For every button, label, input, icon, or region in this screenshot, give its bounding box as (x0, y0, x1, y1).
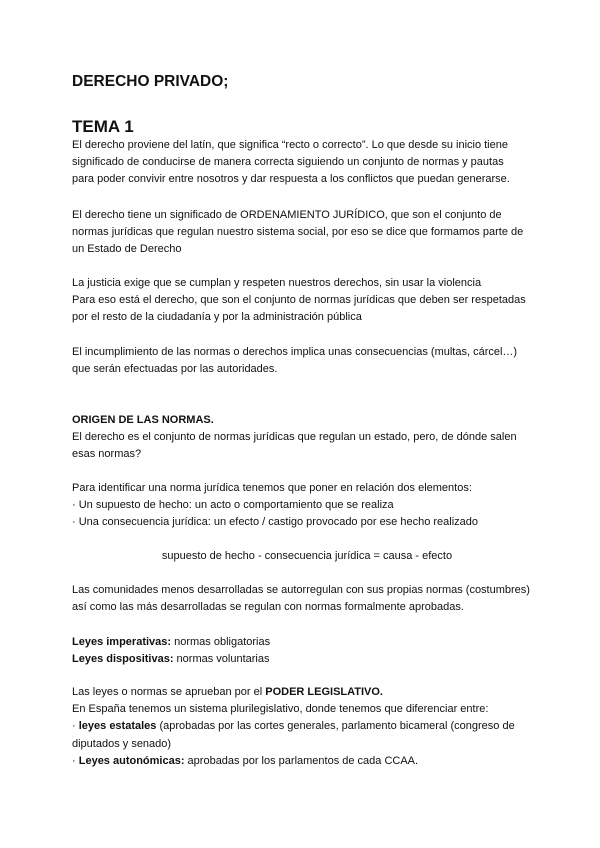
term-label: leyes estatales (78, 720, 157, 733)
topic-title: TEMA 1 (72, 117, 134, 136)
paragraph-line (72, 684, 542, 701)
bullet: · (72, 720, 79, 733)
bold-term: PODER LEGISLATIVO. (265, 686, 383, 698)
list-item: · Una consecuencia jurídica: un efecto / castigo provocado por ese hecho realizado (72, 516, 479, 529)
paragraph-line: para poder convivir entre nosotros y dar respuesta a los conflictos que puedan generarse. (72, 173, 510, 186)
paragraph-1 (72, 137, 542, 189)
list-item (72, 718, 542, 735)
term-label: Leyes autonómicas: (78, 754, 185, 767)
paragraph-3 (72, 275, 542, 327)
paragraph-line: esas normas? (72, 448, 142, 461)
paragraph-2 (72, 207, 542, 259)
list-item (72, 753, 542, 770)
term-label: Leyes dispositivas: (72, 653, 174, 666)
paragraph-line: El derecho es el conjunto de normas jurídicas que regulan un estado, pero, de dónde salen (72, 431, 517, 444)
section-heading: ORIGEN DE LAS NORMAS. (72, 414, 214, 426)
section-origen (72, 412, 542, 464)
formula (72, 548, 542, 565)
leyes-types (72, 634, 542, 668)
list-item-continuation: diputados y senado) (72, 737, 172, 750)
paragraph-line: En España tenemos un sistema plurilegislativo, donde tenemos que diferenciar entre: (72, 703, 489, 716)
paragraph-line: por el resto de la ciudadanía y por la administración pública (72, 311, 362, 324)
paragraph-line: que serán efectuadas por las autoridades. (72, 363, 278, 376)
bullet: · (72, 754, 79, 767)
paragraph-line: El derecho proviene del latín, que significa “recto o correcto”. Lo que desde su inicio tiene (72, 139, 508, 151)
document-heading: DERECHO PRIVADO; (72, 73, 229, 90)
leyes-dispositivas (72, 651, 542, 668)
paragraph-line: normas jurídicas que regulan nuestro sistema social, por eso se dice que formamos parte de (72, 226, 524, 239)
paragraph-line: La justicia exige que se cumplan y respeten nuestros derechos, sin usar la violencia (72, 277, 482, 289)
paragraph-legislativo (72, 684, 542, 770)
formula-text: supuesto de hecho - consecuencia jurídica = causa - efecto (161, 550, 453, 562)
paragraph-7 (72, 582, 542, 616)
paragraph-line: Para eso está el derecho, que son el conjunto de normas jurídicas que deben ser respetadas (72, 294, 526, 307)
term-definition: normas voluntarias (173, 653, 270, 666)
term-label: Leyes imperativas: (72, 636, 172, 648)
paragraph-line: Las comunidades menos desarrolladas se autorregulan con sus propias normas (costumbres) (72, 584, 530, 596)
paragraph-line: El derecho tiene un significado de ORDENAMIENTO JURÍDICO, que son el conjunto de (72, 209, 502, 221)
term-definition: aprobadas por los parlamentos de cada CCAA. (184, 754, 419, 767)
paragraph-line: El incumplimiento de las normas o derechos implica unas consecuencias (multas, cárcel…) (72, 346, 518, 358)
paragraph-line: así como las más desarrolladas se regulan con normas formalmente aprobadas. (72, 601, 464, 614)
paragraph-text: Las leyes o normas se aprueban por el (72, 686, 266, 698)
paragraph-line: un Estado de Derecho (72, 243, 182, 256)
paragraph-line: Para identificar una norma jurídica tenemos que poner en relación dos elementos: (72, 482, 472, 494)
term-definition: (aprobadas por las cortes generales, parlamento bicameral (congreso de (156, 720, 515, 733)
paragraph-4 (72, 344, 542, 378)
leyes-imperativas (72, 634, 542, 651)
paragraph-6 (72, 480, 542, 532)
list-item: · Un supuesto de hecho: un acto o comportamiento que se realiza (72, 499, 394, 512)
term-definition: normas obligatorias (171, 636, 271, 648)
paragraph-line: significado de conducirse de manera correcta siguiendo un conjunto de normas y pautas (72, 156, 504, 169)
